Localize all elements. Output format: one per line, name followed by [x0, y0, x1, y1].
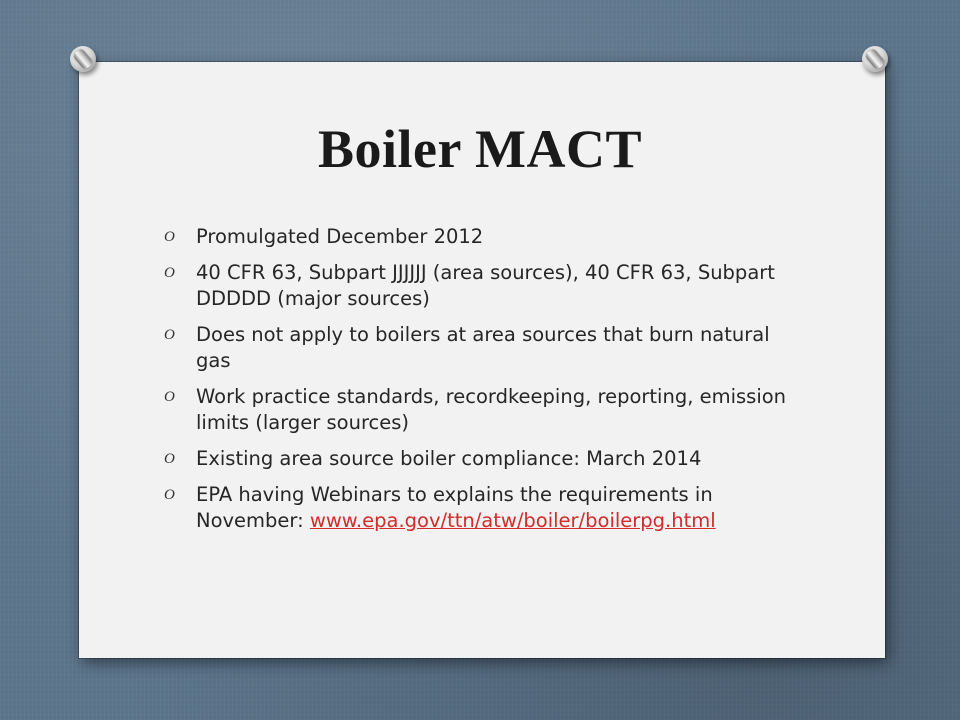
bullet-marker-icon: O [164, 327, 175, 343]
bullet-item [164, 322, 804, 374]
bullet-text: Does not apply to boilers at area sources that burn natural gas [196, 323, 770, 372]
bullet-text: 40 CFR 63, Subpart JJJJJJ (area sources), 40 CFR 63, Subpart DDDDD (major sources) [196, 261, 775, 310]
bullet-item [164, 482, 804, 534]
epa-boiler-link[interactable]: www.epa.gov/ttn/atw/boiler/boilerpg.html [309, 509, 716, 532]
bullet-marker-icon: O [164, 487, 175, 503]
bullet-item [164, 384, 804, 436]
bullet-text: Promulgated December 2012 [196, 225, 484, 248]
bullet-item [164, 260, 804, 312]
slide-title: Boiler MACT [318, 119, 642, 179]
bullet-text: EPA having Webinars to explains the requirements in November: [196, 483, 713, 532]
bullet-marker-icon: O [164, 451, 175, 467]
bullet-text: Work practice standards, recordkeeping, reporting, emission limits (larger sources) [196, 385, 787, 434]
bullet-marker-icon: O [164, 389, 175, 405]
bullet-list [164, 224, 804, 544]
pushpin-icon [64, 40, 102, 78]
bullet-marker-icon: O [164, 265, 175, 281]
pushpin-icon [856, 40, 894, 78]
bullet-marker-icon: O [164, 229, 175, 245]
bullet-text: Existing area source boiler compliance: March 2014 [196, 447, 702, 470]
bullet-item [164, 224, 804, 250]
bullet-item [164, 446, 804, 472]
